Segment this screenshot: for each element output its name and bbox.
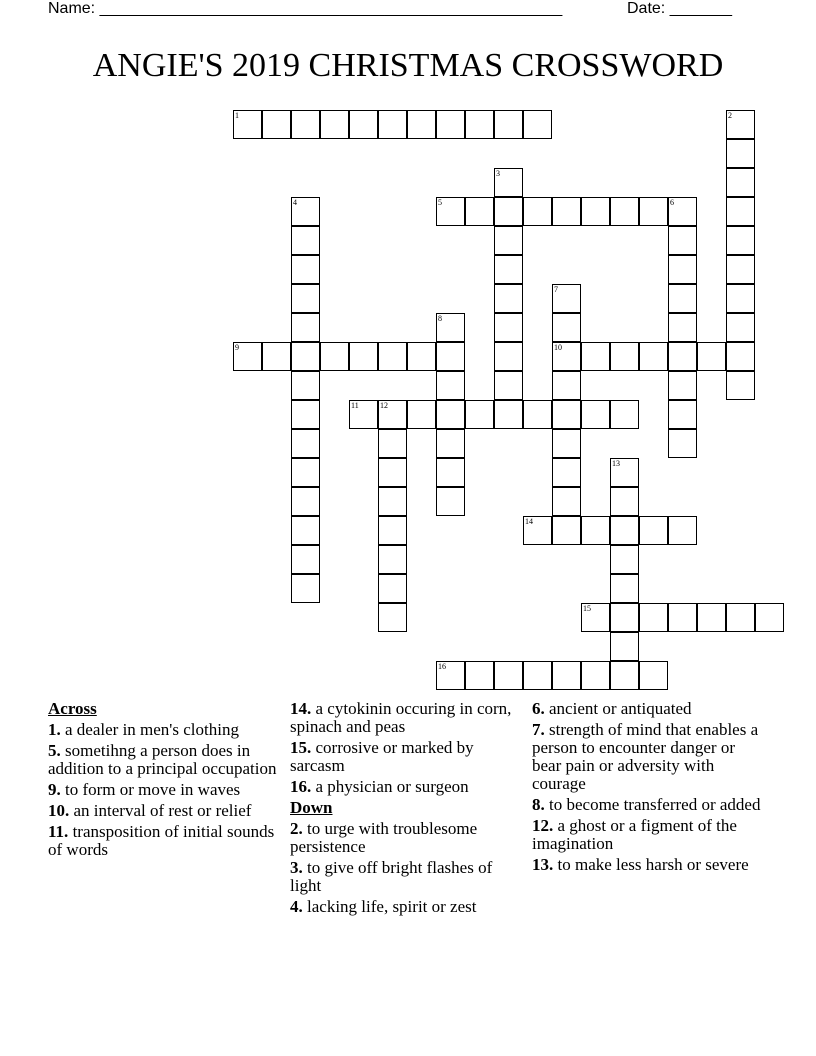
crossword-cell[interactable]: [291, 429, 320, 458]
clue-text: to make less harsh or severe: [553, 855, 749, 874]
crossword-cell[interactable]: [610, 458, 639, 487]
crossword-cell[interactable]: [378, 545, 407, 574]
crossword-cell[interactable]: [378, 487, 407, 516]
clue-number: 11.: [48, 822, 69, 841]
clue-text: lacking life, spirit or zest: [302, 897, 477, 916]
clue-text: sometihng a person does in addition to a principal occupation: [48, 741, 277, 778]
clue-text: a physician or surgeon: [311, 777, 469, 796]
across-heading: Across: [48, 699, 97, 718]
crossword-cell[interactable]: [262, 110, 291, 139]
crossword-cell[interactable]: [552, 661, 581, 690]
crossword-cell[interactable]: [639, 197, 668, 226]
clue-item: [48, 742, 278, 778]
crossword-cell[interactable]: [610, 516, 639, 545]
down-heading: Down: [290, 798, 333, 817]
clue-item: [532, 856, 762, 874]
crossword-cell[interactable]: [726, 139, 755, 168]
crossword-cell[interactable]: [436, 458, 465, 487]
cell-number: 5: [438, 198, 442, 207]
crossword-cell[interactable]: [581, 342, 610, 371]
crossword-cell[interactable]: [610, 603, 639, 632]
cell-number: 14: [525, 517, 533, 526]
crossword-cell[interactable]: [436, 342, 465, 371]
crossword-cell[interactable]: [291, 284, 320, 313]
crossword-cell[interactable]: [726, 371, 755, 400]
crossword-cell[interactable]: [407, 110, 436, 139]
crossword-cell[interactable]: [378, 342, 407, 371]
crossword-cell[interactable]: [668, 516, 697, 545]
header: [48, 0, 748, 20]
clues-column-3: [532, 700, 762, 877]
clue-number: 4.: [290, 897, 303, 916]
cell-number: 11: [351, 401, 359, 410]
crossword-cell[interactable]: [581, 197, 610, 226]
crossword-cell[interactable]: [291, 487, 320, 516]
crossword-cell[interactable]: [436, 661, 465, 690]
clue-text: corrosive or marked by sarcasm: [290, 738, 474, 775]
crossword-cell[interactable]: [494, 226, 523, 255]
crossword-cell[interactable]: [436, 313, 465, 342]
crossword-cell[interactable]: [610, 400, 639, 429]
crossword-cell[interactable]: [523, 110, 552, 139]
crossword-cell[interactable]: [378, 603, 407, 632]
crossword-cell[interactable]: [552, 458, 581, 487]
clue-item: [532, 817, 762, 853]
crossword-cell[interactable]: [552, 516, 581, 545]
crossword-cell[interactable]: [378, 516, 407, 545]
clue-text: a dealer in men's clothing: [60, 720, 239, 739]
crossword-cell[interactable]: [407, 400, 436, 429]
crossword-cell[interactable]: [291, 516, 320, 545]
clue-number: 3.: [290, 858, 303, 877]
cell-number: 10: [554, 343, 562, 352]
crossword-cell[interactable]: [436, 197, 465, 226]
crossword-cell[interactable]: [291, 400, 320, 429]
crossword-cell[interactable]: [610, 487, 639, 516]
crossword-cell[interactable]: [552, 313, 581, 342]
clue-number: 5.: [48, 741, 61, 760]
clue-item: [290, 700, 520, 736]
crossword-cell[interactable]: [668, 255, 697, 284]
crossword-cell[interactable]: [726, 603, 755, 632]
clue-number: 12.: [532, 816, 554, 835]
crossword-cell[interactable]: [349, 400, 378, 429]
clue-item: [48, 721, 278, 739]
cell-number: 16: [438, 662, 446, 671]
crossword-cell[interactable]: [581, 400, 610, 429]
cell-number: 7: [554, 285, 558, 294]
crossword-cell[interactable]: [291, 574, 320, 603]
crossword-cell[interactable]: [668, 400, 697, 429]
clue-number: 1.: [48, 720, 61, 739]
cell-number: 3: [496, 169, 500, 178]
clue-number: 16.: [290, 777, 312, 796]
crossword-cell[interactable]: [233, 110, 262, 139]
crossword-cell[interactable]: [726, 255, 755, 284]
crossword-cell[interactable]: [465, 197, 494, 226]
crossword-cell[interactable]: [610, 661, 639, 690]
clue-number: 2.: [290, 819, 303, 838]
crossword-cell[interactable]: [436, 110, 465, 139]
cell-number: 9: [235, 343, 239, 352]
crossword-cell[interactable]: [726, 226, 755, 255]
cell-number: 8: [438, 314, 442, 323]
cell-number: 12: [380, 401, 388, 410]
crossword-cell[interactable]: [581, 516, 610, 545]
crossword-cell[interactable]: [581, 661, 610, 690]
crossword-cell[interactable]: [494, 342, 523, 371]
crossword-cell[interactable]: [610, 342, 639, 371]
crossword-cell[interactable]: [552, 342, 581, 371]
crossword-cell[interactable]: [291, 545, 320, 574]
crossword-cell[interactable]: [523, 516, 552, 545]
clue-number: 15.: [290, 738, 312, 757]
clue-text: to become transferred or added: [544, 795, 761, 814]
cell-number: 2: [728, 111, 732, 120]
crossword-cell[interactable]: [668, 342, 697, 371]
clue-item: [290, 739, 520, 775]
crossword-cell[interactable]: [465, 110, 494, 139]
clue-item: [48, 802, 278, 820]
cell-number: 4: [293, 198, 297, 207]
crossword-cell[interactable]: [581, 603, 610, 632]
clues-column-1: [48, 700, 278, 862]
crossword-cell[interactable]: [494, 400, 523, 429]
crossword-cell[interactable]: [552, 400, 581, 429]
crossword-cell[interactable]: [668, 226, 697, 255]
crossword-cell[interactable]: [494, 284, 523, 313]
clue-number: 7.: [532, 720, 545, 739]
clue-number: 13.: [532, 855, 554, 874]
crossword-cell[interactable]: [494, 661, 523, 690]
crossword-cell[interactable]: [291, 342, 320, 371]
crossword-cell[interactable]: [291, 197, 320, 226]
page-title: ANGIE'S 2019 CHRISTMAS CROSSWORD: [92, 47, 724, 84]
clue-item: [290, 820, 520, 856]
crossword-cell[interactable]: [552, 284, 581, 313]
crossword-cell[interactable]: [610, 574, 639, 603]
clue-item: [48, 823, 278, 859]
crossword-cell[interactable]: [610, 632, 639, 661]
crossword-cell[interactable]: [668, 197, 697, 226]
crossword-cell[interactable]: [639, 516, 668, 545]
crossword-cell[interactable]: [291, 110, 320, 139]
clue-number: 14.: [290, 699, 312, 718]
crossword-cell[interactable]: [697, 603, 726, 632]
clue-text: to form or move in waves: [60, 780, 241, 799]
clue-text: ancient or antiquated: [544, 699, 692, 718]
crossword-cell[interactable]: [378, 110, 407, 139]
crossword-cell[interactable]: [494, 110, 523, 139]
crossword-cell[interactable]: [639, 342, 668, 371]
crossword-cell[interactable]: [726, 342, 755, 371]
crossword-cell[interactable]: [668, 284, 697, 313]
crossword-cell[interactable]: [465, 661, 494, 690]
crossword-cell[interactable]: [494, 371, 523, 400]
crossword-cell[interactable]: [233, 342, 262, 371]
clue-text: strength of mind that enables a person to encounter danger or bear pain or adversity with courage: [532, 720, 759, 793]
clue-item: [290, 859, 520, 895]
crossword-cell[interactable]: [726, 284, 755, 313]
cell-number: 13: [612, 459, 620, 468]
crossword-cell[interactable]: [726, 197, 755, 226]
clue-item: [290, 898, 520, 916]
date-field[interactable]: Date: _______: [627, 0, 732, 17]
crossword-cell[interactable]: [639, 603, 668, 632]
clue-item: [532, 796, 762, 814]
clue-text: an interval of rest or relief: [69, 801, 252, 820]
crossword-cell[interactable]: [552, 197, 581, 226]
crossword-cell[interactable]: [436, 487, 465, 516]
crossword-cell[interactable]: [291, 255, 320, 284]
crossword-cell[interactable]: [610, 197, 639, 226]
crossword-cell[interactable]: [668, 603, 697, 632]
clue-item: [532, 721, 762, 793]
crossword-cell[interactable]: [726, 313, 755, 342]
crossword-cell[interactable]: [349, 342, 378, 371]
crossword-cell[interactable]: [436, 371, 465, 400]
crossword-cell[interactable]: [697, 342, 726, 371]
clue-item: [290, 778, 520, 796]
cell-number: 1: [235, 111, 239, 120]
crossword-cell[interactable]: [494, 255, 523, 284]
crossword-cell[interactable]: [639, 661, 668, 690]
crossword-cell[interactable]: [291, 458, 320, 487]
crossword-cell[interactable]: [349, 110, 378, 139]
crossword-cell[interactable]: [436, 429, 465, 458]
crossword-cell[interactable]: [552, 371, 581, 400]
crossword-cell[interactable]: [378, 574, 407, 603]
cell-number: 15: [583, 604, 591, 613]
crossword-cell[interactable]: [378, 429, 407, 458]
clue-number: 10.: [48, 801, 70, 820]
crossword-cell[interactable]: [320, 110, 349, 139]
clues-column-2: [290, 700, 520, 919]
crossword-cell[interactable]: [378, 458, 407, 487]
crossword-cell[interactable]: [436, 400, 465, 429]
clue-number: 6.: [532, 699, 545, 718]
crossword-cell[interactable]: [668, 371, 697, 400]
crossword-cell[interactable]: [262, 342, 291, 371]
clue-number: 9.: [48, 780, 61, 799]
crossword-cell[interactable]: [668, 429, 697, 458]
clue-number: 8.: [532, 795, 545, 814]
clue-item: [48, 781, 278, 799]
crossword-cell[interactable]: [465, 400, 494, 429]
crossword-cell[interactable]: [407, 342, 436, 371]
crossword-cell[interactable]: [291, 313, 320, 342]
crossword-cell[interactable]: [523, 400, 552, 429]
crossword-cell[interactable]: [523, 197, 552, 226]
name-field[interactable]: Name: ____________________________________________________: [48, 0, 563, 17]
crossword-cell[interactable]: [726, 168, 755, 197]
crossword-cell[interactable]: [523, 661, 552, 690]
crossword-cell[interactable]: [726, 110, 755, 139]
clue-text: to urge with troublesome persistence: [290, 819, 478, 856]
crossword-cell[interactable]: [291, 371, 320, 400]
crossword-cell[interactable]: [755, 603, 784, 632]
crossword-cell[interactable]: [494, 313, 523, 342]
crossword-cell[interactable]: [552, 429, 581, 458]
crossword-cell[interactable]: [494, 168, 523, 197]
clue-item: [532, 700, 762, 718]
crossword-cell[interactable]: [378, 400, 407, 429]
crossword-cell[interactable]: [610, 545, 639, 574]
crossword-cell[interactable]: [320, 342, 349, 371]
clue-text: a ghost or a figment of the imagination: [532, 816, 737, 853]
clue-text: to give off bright flashes of light: [290, 858, 493, 895]
crossword-cell[interactable]: [291, 226, 320, 255]
cell-number: 6: [670, 198, 674, 207]
clue-text: transposition of initial sounds of words: [48, 822, 275, 859]
crossword-cell[interactable]: [494, 197, 523, 226]
clue-text: a cytokinin occuring in corn, spinach and peas: [290, 699, 512, 736]
crossword-cell[interactable]: [668, 313, 697, 342]
crossword-cell[interactable]: [552, 487, 581, 516]
